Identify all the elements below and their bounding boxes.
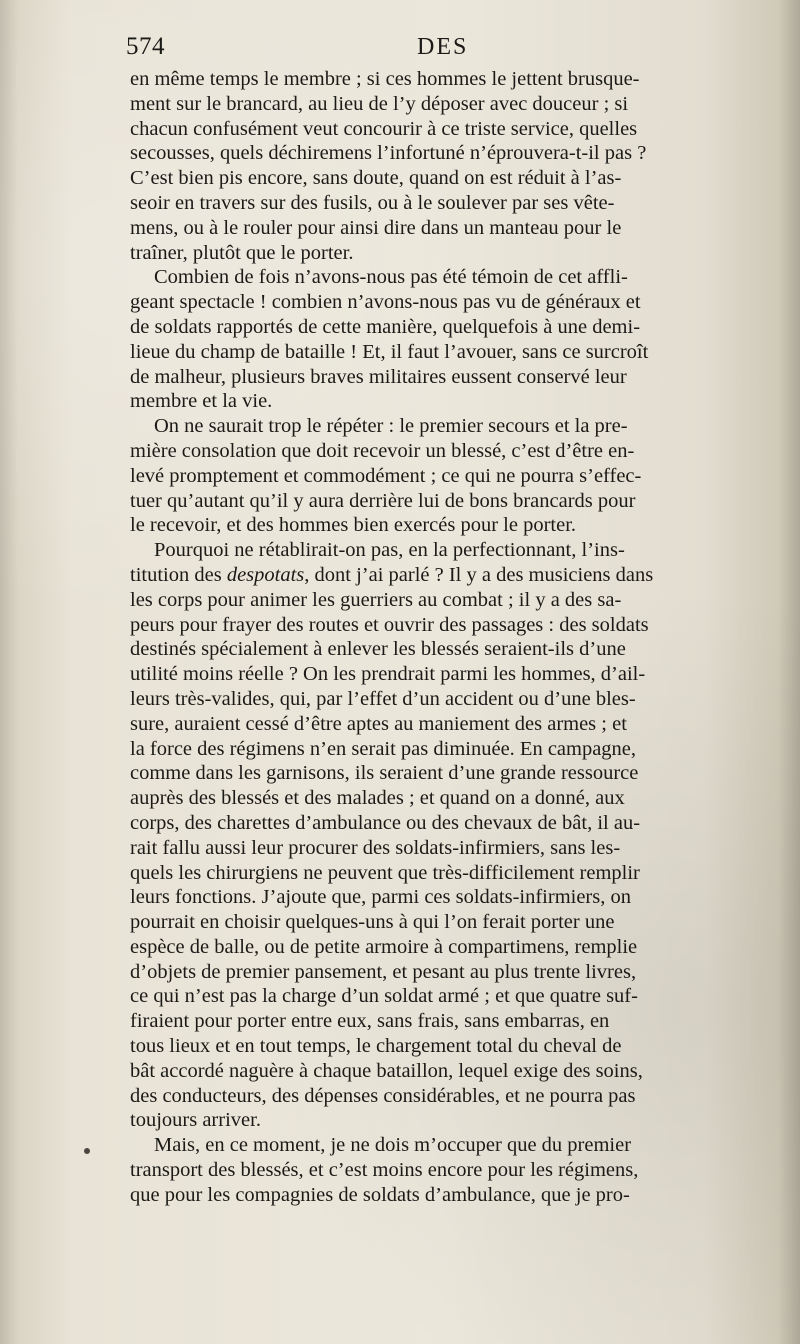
text-line-7: mens, ou à le rouler pour ainsi dire dans un manteau pour le: [130, 216, 622, 239]
text-line-31: corps, des charettes d’ambulance ou des chevaux de bât, il au-: [130, 811, 641, 834]
text-line-18: tuer qu’autant qu’il y aura derrière lui de bons brancards pour: [130, 489, 636, 512]
text-line-26: leurs très-valides, qui, par l’effet d’un accident ou d’une bles-: [130, 687, 636, 710]
text-line-22: les corps pour animer les guerriers au combat ; il y a des sa-: [130, 588, 622, 611]
italic-term: despotats: [226, 563, 305, 586]
text-line-32: rait fallu aussi leur procurer des soldats-infirmiers, sans les-: [130, 836, 621, 859]
text-line-16: mière consolation que doit recevoir un blessé, c’est d’être en-: [130, 439, 635, 462]
text-line-8: traîner, plutôt que le porter.: [130, 241, 354, 264]
text-line-38: ce qui n’est pas la charge d’un soldat armé ; et que quatre suf-: [130, 985, 638, 1008]
text-line-23: peurs pour frayer des routes et ouvrir des passages : des soldats: [130, 613, 649, 636]
text-line-42: des conducteurs, des dépenses considérables, et ne pourra pas: [130, 1084, 636, 1107]
page-number: 574: [126, 33, 165, 60]
text-line-30: auprès des blessés et des malades ; et quand on a donné, aux: [130, 787, 625, 810]
text-line-27: sure, auraient cessé d’être aptes au maniement des armes ; et: [130, 712, 627, 735]
text-line-33: quels les chirurgiens ne peuvent que très-difficilement remplir: [130, 861, 640, 884]
text-line-14: membre et la vie.: [130, 390, 273, 413]
text-line-43: toujours arriver.: [130, 1109, 261, 1132]
text-line-11: de soldats rapportés de cette manière, quelquefois à une demi-: [130, 315, 641, 338]
text-line-28: la force des régimens n’en serait pas diminuée. En campagne,: [130, 737, 637, 760]
margin-mark: [84, 1148, 90, 1154]
text-line-29: comme dans les garnisons, ils seraient d’une grande ressource: [130, 762, 639, 785]
text-line-44: Mais, en ce moment, je ne dois m’occuper que du premier: [154, 1134, 632, 1157]
text-line-12: lieue du champ de bataille ! Et, il faut l’avouer, sans ce surcroît: [130, 340, 649, 363]
text-line-3: chacun confusément veut concourir à ce triste service, quelles: [130, 117, 638, 140]
text-line-39: firaient pour porter entre eux, sans frais, sans embarras, en: [130, 1010, 610, 1033]
text-line-45: transport des blessés, et c’est moins encore pour les régimens,: [130, 1159, 639, 1182]
text-line-20: Pourquoi ne rétablirait-on pas, en la perfectionnant, l’ins-: [154, 539, 625, 562]
text-line-37: d’objets de premier pansement, et pesant au plus trente livres,: [130, 960, 637, 983]
text-line-21: titution des despotats, dont j’ai parlé ? Il y a des musiciens dans: [130, 563, 654, 586]
text-line-17: levé promptement et commodément ; ce qui ne pourra s’effec-: [130, 464, 642, 487]
text-line-36: espèce de balle, ou de petite armoire à compartimens, remplie: [130, 935, 638, 958]
text-line-6: seoir en travers sur des fusils, ou à le soulever par ses vête-: [130, 191, 615, 214]
text-line-10: geant spectacle ! combien n’avons-nous pas vu de généraux et: [130, 291, 641, 314]
text-line-24: destinés spécialement à enlever les blessés seraient-ils d’une: [130, 638, 626, 661]
text-line-40: tous lieux et en tout temps, le chargement total du cheval de: [130, 1035, 622, 1058]
text-line-25: utilité moins réelle ? On les prendrait parmi les hommes, d’ail-: [130, 663, 646, 686]
text-line-5: C’est bien pis encore, sans doute, quand on est réduit à l’as-: [130, 167, 622, 190]
text-line-34: leurs fonctions. J’ajoute que, parmi ces soldats-infirmiers, on: [130, 886, 631, 909]
text-line-46: que pour les compagnies de soldats d’ambulance, que je pro-: [130, 1183, 630, 1206]
text-line-19: le recevoir, et des hommes bien exercés pour le porter.: [130, 514, 577, 537]
text-line-41: bât accordé naguère à chaque bataillon, lequel exige des soins,: [130, 1059, 643, 1082]
text-line-2: ment sur le brancard, au lieu de l’y déposer avec douceur ; si: [130, 92, 629, 115]
text-line-13: de malheur, plusieurs braves militaires eussent conservé leur: [130, 365, 627, 388]
text-line-15: On ne saurait trop le répéter : le premier secours et la pre-: [154, 415, 628, 438]
body-text: [130, 67, 758, 1208]
running-head: DES: [417, 34, 469, 60]
text-line-1: en même temps le membre ; si ces hommes le jettent brusque-: [130, 68, 640, 90]
text-line-9: Combien de fois n’avons-nous pas été témoin de cet affli-: [154, 266, 628, 289]
text-line-4: secousses, quels déchiremens l’infortuné n’éprouvera-t-il pas ?: [130, 142, 647, 165]
text-line-35: pourrait en choisir quelques-uns à qui l’on ferait porter une: [130, 911, 615, 934]
